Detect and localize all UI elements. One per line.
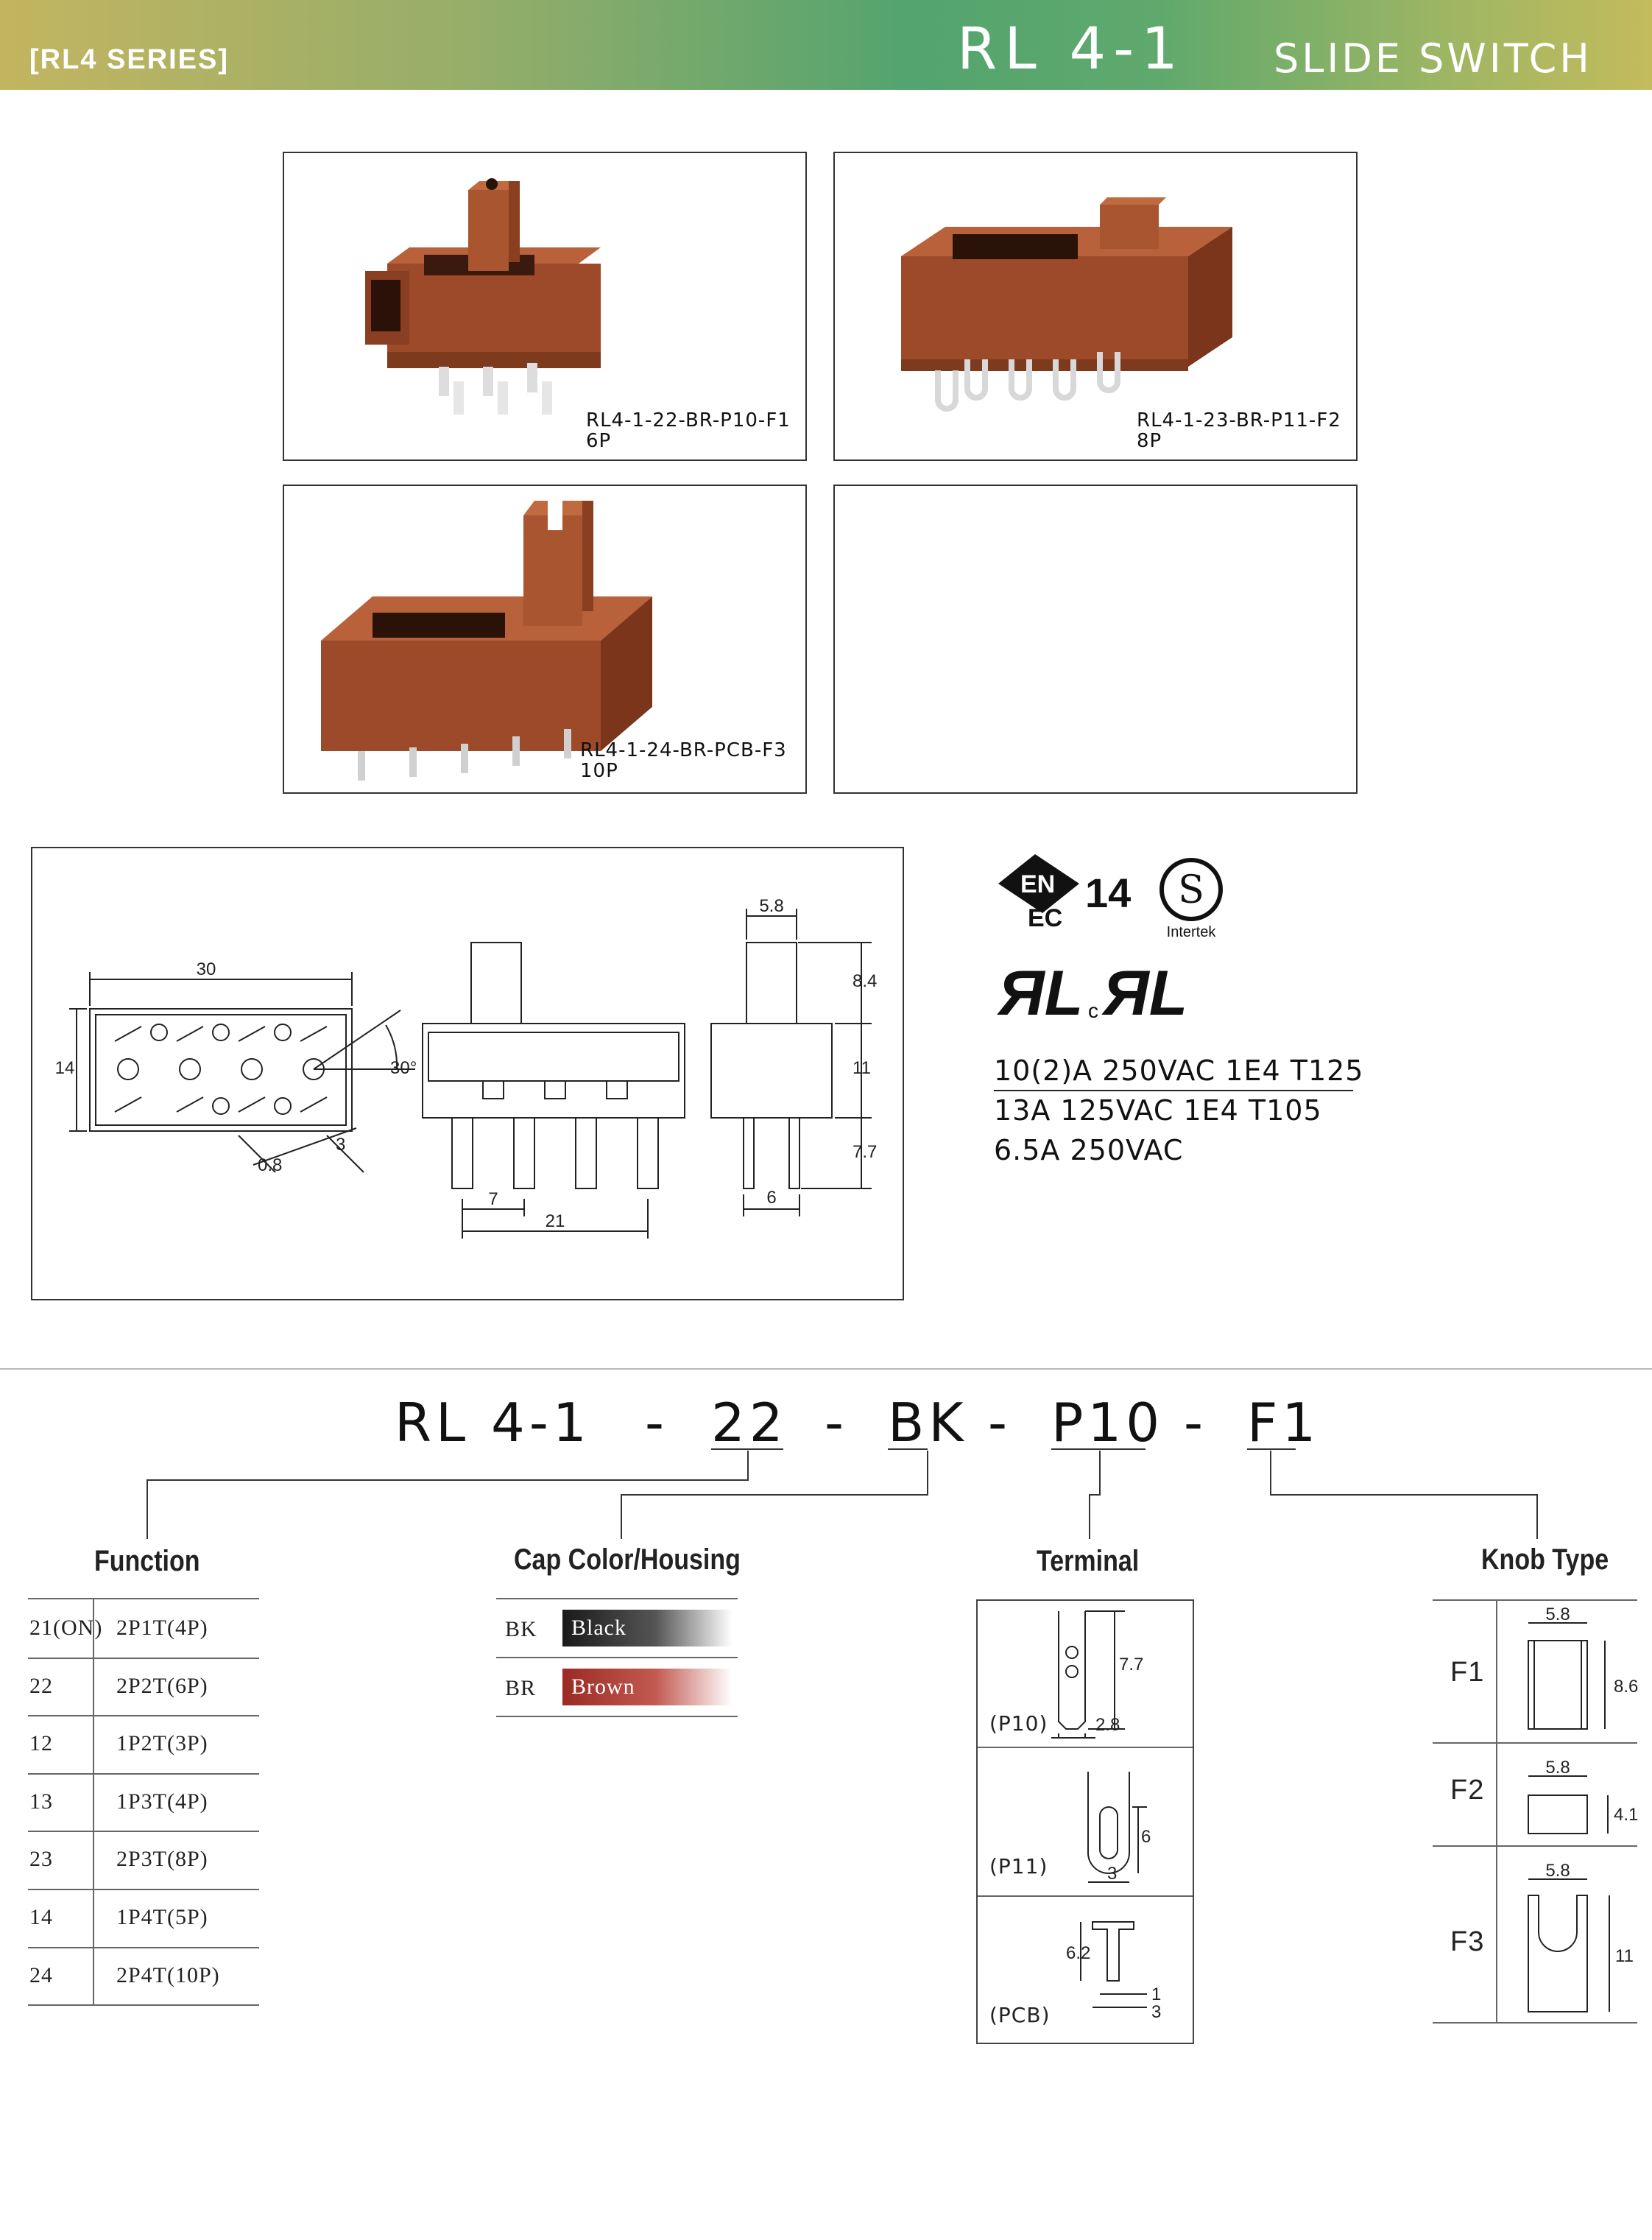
ul-logo: ЯL — [998, 958, 1084, 1024]
terminal-p10-dim-b: 2.8 — [1095, 1715, 1120, 1735]
knob-f3-width: 5.8 — [1545, 1861, 1570, 1881]
function-divider — [93, 1599, 94, 2004]
terminal-pcb-dim-a: 6.2 — [1066, 1943, 1091, 1963]
terminal-label: (PCB) — [989, 2003, 1051, 2027]
dim-0-8: 0.8 — [258, 1155, 283, 1175]
svg-text:EC: EC — [1028, 904, 1063, 932]
function-row-rule — [28, 1773, 259, 1775]
product-card-empty — [833, 485, 1358, 794]
rating-divider — [994, 1090, 1353, 1091]
svg-text:S: S — [1178, 868, 1204, 912]
dim-7: 7 — [488, 1189, 498, 1209]
knob-label: F2 — [1450, 1775, 1485, 1806]
dim-7-7: 7.7 — [853, 1142, 878, 1162]
function-code: 21(ON) — [29, 1616, 103, 1640]
pn-connector-lines — [0, 1443, 1652, 1568]
function-row-rule — [28, 1947, 259, 1948]
black-swatch: Black — [562, 1610, 732, 1646]
cul-c: c — [1088, 999, 1098, 1022]
function-row-rule — [28, 1831, 259, 1832]
product-card-2 — [833, 152, 1358, 461]
terminal-p11-dim-b: 3 — [1107, 1864, 1118, 1884]
pn-knob: F1 — [1247, 1392, 1321, 1454]
function-row-rule — [28, 2004, 259, 2006]
function-row-rule — [28, 1889, 259, 1890]
intertek-label: Intertek — [1166, 924, 1216, 940]
function-code: 14 — [29, 1905, 53, 1929]
pn-dash: - — [988, 1392, 1012, 1454]
function-code: 22 — [29, 1673, 53, 1698]
dim-30: 30 — [196, 959, 216, 979]
product-pins: 6P — [586, 430, 612, 452]
pn-dash: - — [645, 1392, 668, 1454]
header-banner — [0, 0, 1652, 90]
knob-label: F3 — [1450, 1926, 1485, 1957]
product-code: RL4-1-24-BR-PCB-F3 — [580, 739, 787, 761]
dimension-drawing-svg — [32, 848, 906, 1302]
switch-8p-photo — [886, 175, 1240, 418]
function-description: 2P3T(8P) — [116, 1847, 208, 1872]
dim-11: 11 — [853, 1058, 871, 1078]
svg-text:EN: EN — [1020, 870, 1056, 898]
product-card-1 — [283, 152, 807, 461]
dim-5-8: 5.8 — [759, 896, 784, 916]
cap-color-rule — [496, 1716, 738, 1717]
pn-color: BK — [888, 1392, 968, 1454]
cul-logo: ЯL — [1103, 958, 1188, 1024]
function-code: 24 — [29, 1962, 53, 1987]
function-code: 12 — [29, 1731, 53, 1756]
rating-2: 13A 125VAC 1E4 T105 — [994, 1094, 1322, 1127]
terminal-table — [976, 1599, 1194, 2044]
cap-color-title: Cap Color/Housing — [514, 1543, 741, 1576]
terminal-drawings — [978, 1601, 1193, 2043]
dim-30-deg: 30° — [390, 1058, 417, 1078]
knob-f2-height: 4.1 — [1614, 1805, 1639, 1825]
knob-drawings — [1499, 1601, 1639, 2022]
function-description: 2P2T(6P) — [116, 1673, 208, 1698]
cap-color-rule — [496, 1598, 738, 1599]
function-code: 23 — [29, 1847, 53, 1872]
product-code: RL4-1-22-BR-P10-F1 — [586, 409, 791, 432]
dim-6: 6 — [766, 1188, 777, 1208]
product-type-title: SLIDE SWITCH — [1274, 35, 1592, 82]
knob-divider — [1496, 1599, 1497, 2024]
pn-function: 22 — [711, 1392, 788, 1454]
terminal-pcb-dim-c: 3 — [1151, 2002, 1162, 2022]
function-title: Function — [94, 1545, 200, 1577]
product-code: RL4-1-23-BR-P11-F2 — [1137, 409, 1341, 432]
certification-logos — [991, 854, 1263, 1024]
function-rule — [28, 1598, 259, 1599]
terminal-p10-dim-a: 7.7 — [1119, 1655, 1144, 1674]
brown-swatch: Brown — [562, 1669, 732, 1705]
product-card-3 — [283, 485, 807, 794]
knob-type-title: Knob Type — [1481, 1543, 1609, 1576]
cap-color-code: BK — [505, 1617, 537, 1641]
series-label: [RL4 SERIES] — [29, 44, 230, 75]
knob-f3-height: 11 — [1615, 1946, 1634, 1966]
function-description: 2P1T(4P) — [116, 1616, 208, 1640]
rating-1: 10(2)A 250VAC 1E4 T125 — [994, 1054, 1364, 1087]
product-pins: 10P — [580, 760, 618, 782]
dim-8-4: 8.4 — [853, 971, 878, 991]
knob-rule — [1433, 2022, 1637, 2024]
dim-21: 21 — [545, 1211, 565, 1231]
terminal-title: Terminal — [1037, 1545, 1140, 1577]
function-description: 1P4T(5P) — [116, 1905, 208, 1929]
terminal-label: (P10) — [989, 1711, 1048, 1736]
rating-3: 6.5A 250VAC — [994, 1134, 1184, 1166]
dimension-drawing — [31, 847, 904, 1300]
function-row-rule — [28, 1715, 259, 1716]
function-code: 13 — [29, 1789, 53, 1814]
knob-label: F1 — [1450, 1657, 1485, 1688]
model-title: RL 4-1 — [957, 16, 1185, 82]
knob-f1-height: 8.6 — [1614, 1677, 1639, 1697]
certification-marks — [991, 854, 1263, 1024]
section-divider — [0, 1368, 1652, 1370]
function-row-rule — [28, 1658, 259, 1659]
function-description: 2P4T(10P) — [116, 1962, 220, 1987]
terminal-pcb-dim-b: 1 — [1151, 1984, 1162, 2004]
terminal-label: (P11) — [989, 1854, 1048, 1878]
enec-number: 14 — [1085, 870, 1132, 916]
knob-f1-width: 5.8 — [1545, 1605, 1570, 1624]
function-description: 1P2T(3P) — [116, 1731, 208, 1756]
product-pins: 8P — [1137, 430, 1162, 452]
dim-3: 3 — [336, 1135, 346, 1155]
terminal-p11-dim-a: 6 — [1141, 1827, 1151, 1847]
switch-6p-photo — [358, 175, 601, 418]
pn-terminal: P10 — [1051, 1392, 1165, 1454]
function-description: 1P3T(4P) — [116, 1789, 208, 1814]
pn-dash: - — [1184, 1392, 1207, 1454]
pn-dash: - — [825, 1392, 848, 1454]
knob-f2-width: 5.8 — [1545, 1758, 1570, 1778]
cap-color-rule — [496, 1657, 738, 1658]
cap-color-code: BR — [505, 1676, 537, 1700]
pn-base: RL 4-1 — [395, 1392, 591, 1454]
dim-14: 14 — [54, 1058, 75, 1078]
